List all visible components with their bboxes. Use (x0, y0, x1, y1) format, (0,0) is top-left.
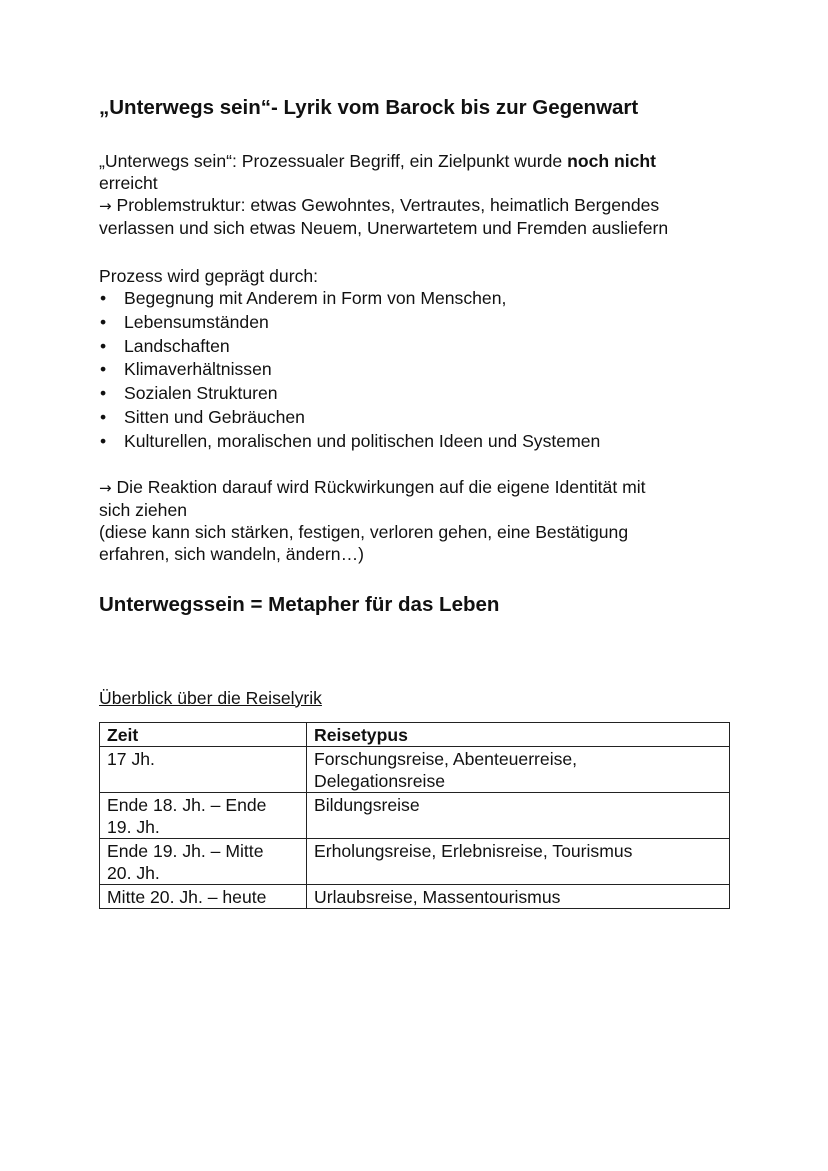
cell-line: Delegationsreise (314, 770, 446, 791)
table-cell-zeit (100, 792, 307, 838)
table-cell-reisetypus (307, 792, 730, 838)
document-page (99, 96, 739, 909)
bullet-icon: • (100, 430, 107, 451)
bullet-icon: • (100, 359, 107, 380)
arrow-right-icon: → (99, 478, 112, 497)
arrow-right-icon: → (99, 197, 112, 215)
reaction-line-1 (99, 476, 739, 499)
process-list (99, 287, 739, 454)
reaction-line-4: erfahren, sich wandeln, ändern…) (99, 543, 365, 564)
reaction-line-3: (diese kann sich stärken, festigen, verloren gehen, eine Bestätigung (99, 521, 629, 542)
table-cell-reisetypus (307, 884, 730, 908)
cell-line: Forschungsreise, Abenteuerreise, (314, 748, 578, 769)
bullet-icon: • (100, 311, 107, 332)
reaction-paragraph (99, 476, 739, 565)
table-cell-reisetypus (307, 838, 730, 884)
table-header-reisetypus: Reisetypus (307, 722, 730, 746)
document-title: „Unterwegs sein“- Lyrik vom Barock bis zur Gegenwart (99, 96, 639, 119)
cell-line: 17 Jh. (107, 748, 155, 769)
reaction-text-1: Die Reaktion darauf wird Rückwirkungen auf die eigene Identität mit (111, 476, 646, 497)
table-row (100, 792, 730, 838)
list-item-text: Kulturellen, moralischen und politischen Ideen und Systemen (124, 430, 601, 451)
cell-line: 20. Jh. (107, 862, 160, 883)
list-item-text: Sozialen Strukturen (124, 383, 278, 404)
table-header-row (100, 722, 730, 746)
bullet-icon: • (100, 335, 107, 356)
cell-line: Mitte 20. Jh. – heute (107, 886, 267, 907)
list-item (99, 406, 739, 430)
table-cell-reisetypus (307, 746, 730, 792)
problem-text-1: Problemstruktur: etwas Gewohntes, Vertrautes, heimatlich Bergendes (111, 195, 660, 215)
list-item-text: Sitten und Gebräuchen (124, 406, 305, 427)
cell-line: Ende 19. Jh. – Mitte (107, 840, 264, 861)
list-item (99, 430, 739, 454)
reaction-line-2: sich ziehen (99, 499, 188, 520)
list-item-text: Lebensumständen (124, 311, 269, 332)
intro-text: „Unterwegs sein“: Prozessualer Begriff, ein Zielpunkt wurde (99, 151, 568, 171)
intro-paragraph (99, 150, 739, 239)
cell-line: Ende 18. Jh. – Ende (107, 794, 267, 815)
table-row (100, 746, 730, 792)
overview-heading: Überblick über die Reiselyrik (99, 687, 322, 708)
list-item-text: Begegnung mit Anderem in Form von Menschen, (124, 288, 507, 308)
list-item (99, 311, 739, 335)
cell-line: Erholungsreise, Erlebnisreise, Tourismus (314, 840, 633, 861)
cell-line: Urlaubsreise, Massentourismus (314, 886, 561, 907)
table-row (100, 884, 730, 908)
intro-bold-text: noch nicht (567, 151, 657, 171)
list-item (99, 335, 739, 359)
travel-types-table (99, 722, 730, 909)
list-item (99, 287, 739, 311)
table-row (100, 838, 730, 884)
process-heading: Prozess wird geprägt durch: (99, 266, 319, 286)
table-cell-zeit (100, 884, 307, 908)
intro-line-2: erreicht (99, 173, 158, 193)
metaphor-heading: Unterwegssein = Metapher für das Leben (99, 592, 500, 616)
bullet-icon: • (100, 288, 107, 308)
list-item (99, 358, 739, 382)
problem-line-1 (99, 194, 739, 217)
bullet-icon: • (100, 406, 107, 427)
cell-line: Bildungsreise (314, 794, 420, 815)
bullet-icon: • (100, 383, 107, 404)
problem-line-2: verlassen und sich etwas Neuem, Unerwartetem und Fremden ausliefern (99, 218, 669, 238)
table-cell-zeit (100, 838, 307, 884)
table-cell-zeit (100, 746, 307, 792)
list-item (99, 382, 739, 406)
list-item-text: Landschaften (124, 335, 230, 356)
cell-line: 19. Jh. (107, 816, 160, 837)
list-item-text: Klimaverhältnissen (124, 359, 272, 380)
intro-line-1 (99, 150, 739, 172)
table-header-zeit: Zeit (100, 722, 307, 746)
